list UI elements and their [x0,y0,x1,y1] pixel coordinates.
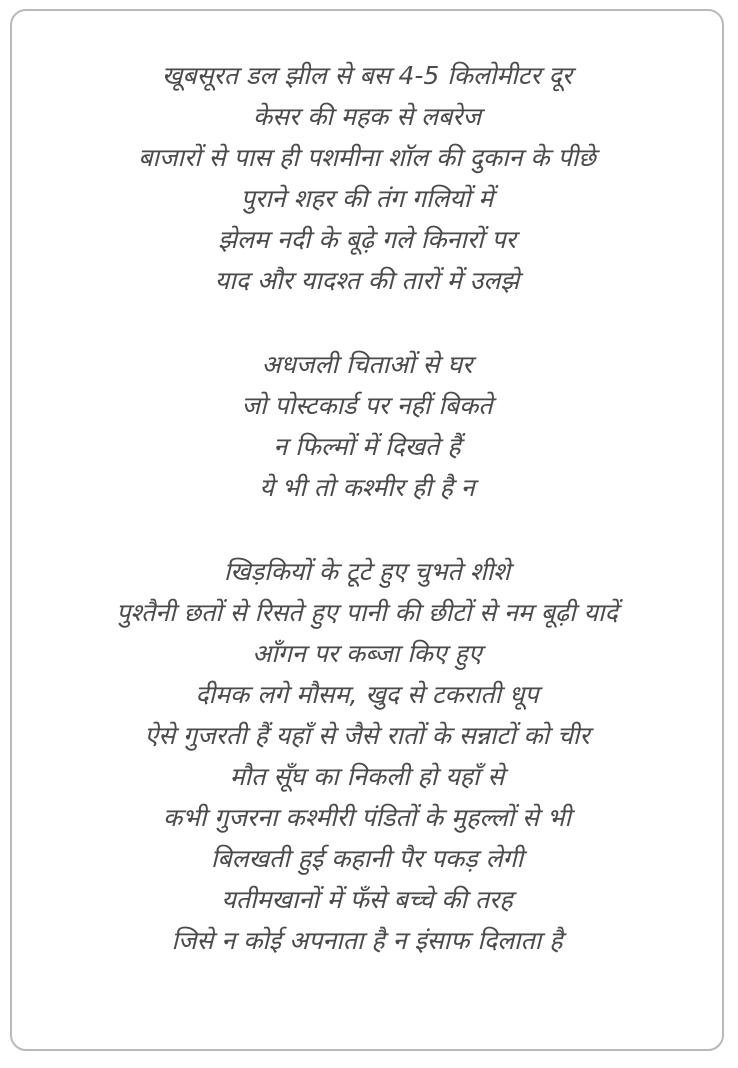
poem-line: खिड़कियों के टूटे हुए चुभते शीशे [223,557,511,586]
poem-line: खूबसूरत डल झील से बस 4-5 किलोमीटर दूर [161,61,573,90]
poem-line: मौत सूँघ का निकली हो यहाँ से [229,762,505,791]
poem-line: न फिल्मों में दिखते हैं [273,432,461,461]
poem-line: दीमक लगे मौसम, खुद से टकराती धूप [195,680,539,709]
stanza-3 [12,551,722,961]
poem-body [12,55,722,1004]
poem-line: ऐसे गुजरती हैं यहाँ से जैसे रातों के सन्नाटों को चीर [144,721,590,750]
poem-line: पुराने शहर की तंग गलियों में [240,184,494,213]
poem-card [10,9,724,1051]
poem-line: यतीमखानों में फँसे बच्चे की तरह [221,885,513,914]
poem-line: जो पोस्टकार्ड पर नहीं बिकते [241,391,493,420]
poem-line: झेलम नदी के बूढ़े गले किनारों पर [218,225,516,254]
poem-line: केसर की महक से लबरेज [252,102,482,131]
poem-line: पुश्तैनी छतों से रिसते हुए पानी की छीटों से नम बूढ़ी यादें [116,598,618,627]
poem-line: बाजारों से पास ही पशमीना शॉल की दुकान के पीछे [138,143,596,172]
poem-line: याद और यादश्त की तारों में उलझे [214,266,520,295]
poem-line: अधजली चिताओं से घर [261,350,473,379]
poem-line: बिलखती हुई कहानी पैर पकड़ लेगी [210,844,524,873]
poem-line: कभी गुजरना कश्मीरी पंडितों के मुहल्लों से भी [163,803,571,832]
poem-line: ये भी तो कश्मीर ही है न [259,473,475,502]
poem-line: आँगन पर कब्जा किए हुए [252,639,482,668]
stanza-1 [12,55,722,301]
stanza-2 [12,344,722,508]
poem-line: जिसे न कोई अपनाता है न इंसाफ दिलाता है [171,926,563,955]
